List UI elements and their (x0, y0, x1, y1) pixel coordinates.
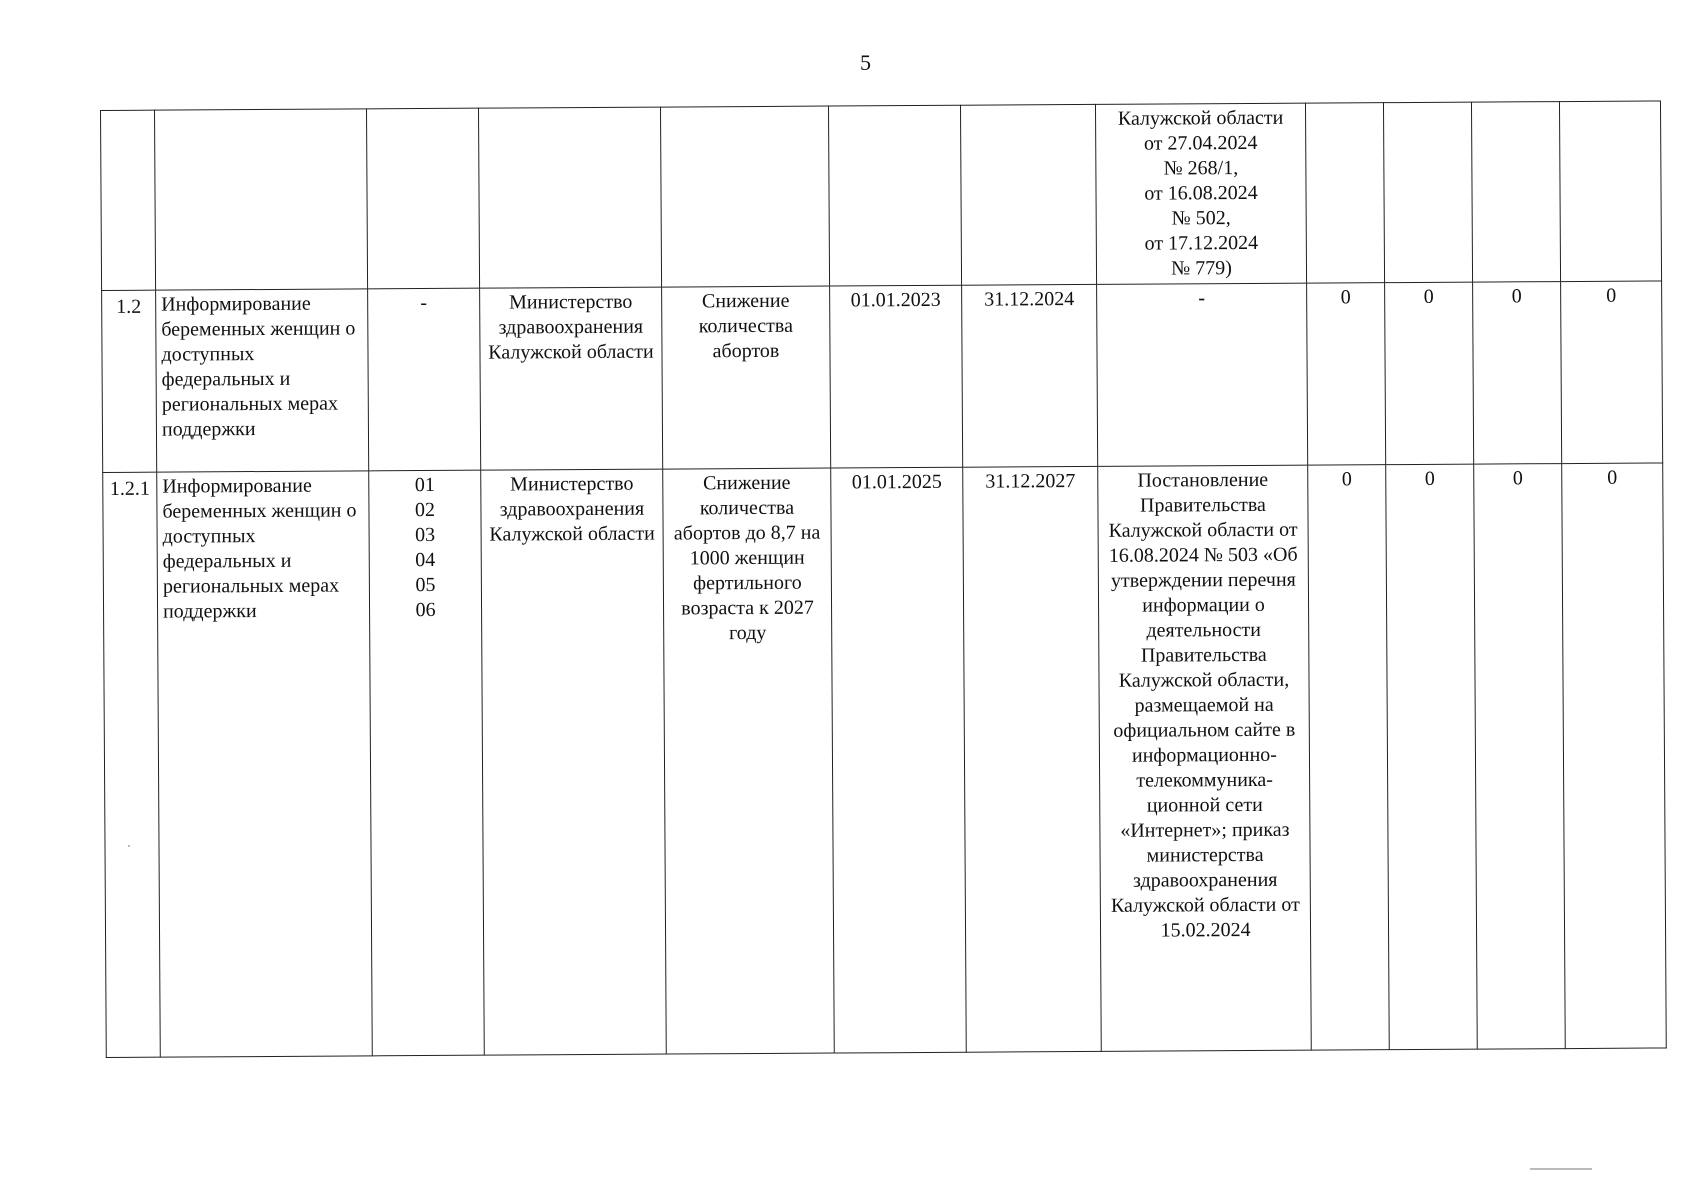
cell-value-2: 0 (1386, 464, 1478, 1050)
cell-executor (478, 107, 661, 288)
cell-executor: Министерство здравоохранения Калужской области (480, 287, 663, 470)
cell-value-1: 0 (1307, 283, 1386, 465)
cell-result: Снижение количества абортов до 8,7 на 1000 женщин фертильного возраста к 2027 году (663, 468, 835, 1054)
cell-value-2 (1383, 102, 1472, 283)
cell-value-4: 0 (1562, 463, 1667, 1049)
cell-start (828, 105, 961, 286)
cell-value-4 (1559, 101, 1661, 282)
cell-basis: Постановление Правительства Калужской области от 16.08.2024 № 503 «Об утверждении перечня информации о деятельности Правительства Калужской области, размещаемой на официальном сайте в информационно-телекоммуника-ционной сети «Интернет»; приказ министерства здравоохранения Калужской области от 15.02.2024 (1098, 465, 1312, 1051)
cell-codes: 01 02 03 04 05 06 (369, 470, 485, 1056)
cell-codes: - (368, 288, 481, 471)
cell-codes (366, 108, 479, 289)
cell-basis: Калужской области от 27.04.2024 № 268/1, от 16.08.2024 № 502, от 17.12.2024 № 779) (1095, 103, 1306, 284)
table-row-continuation (101, 101, 1662, 291)
cell-start: 01.01.2023 (830, 285, 963, 468)
cell-name (155, 109, 368, 290)
scan-dot (128, 845, 130, 847)
cell-value-3: 0 (1473, 282, 1562, 465)
cell-value-2: 0 (1385, 282, 1474, 465)
cell-end (960, 104, 1096, 285)
cell-value-3: 0 (1474, 464, 1566, 1050)
table-row (102, 281, 1663, 473)
measures-table (100, 100, 1667, 1058)
cell-value-3 (1471, 102, 1560, 283)
cell-value-1: 0 (1308, 465, 1390, 1050)
page-number: 5 (860, 50, 871, 75)
cell-value-4: 0 (1561, 281, 1663, 464)
cell-num (101, 110, 156, 290)
cell-name: Информирование беременных женщин о доступных федеральных и региональных мерах поддержки (156, 289, 369, 472)
scan-mark (1530, 1168, 1592, 1170)
cell-end: 31.12.2027 (963, 466, 1102, 1052)
cell-name: Информирование беременных женщин о доступных федеральных и региональных мерах поддержки (157, 471, 373, 1057)
cell-basis: - (1097, 283, 1308, 466)
cell-result: Снижение количества абортов (662, 286, 831, 469)
cell-start: 01.01.2025 (831, 467, 967, 1053)
cell-result (660, 106, 829, 287)
cell-executor: Министерство здравоохранения Калужской области (481, 469, 667, 1055)
cell-num: 1.2 (102, 290, 157, 472)
cell-num: 1.2.1 (103, 472, 161, 1057)
cell-end: 31.12.2024 (962, 284, 1098, 467)
table-row (103, 463, 1667, 1058)
cell-value-1 (1305, 103, 1384, 283)
